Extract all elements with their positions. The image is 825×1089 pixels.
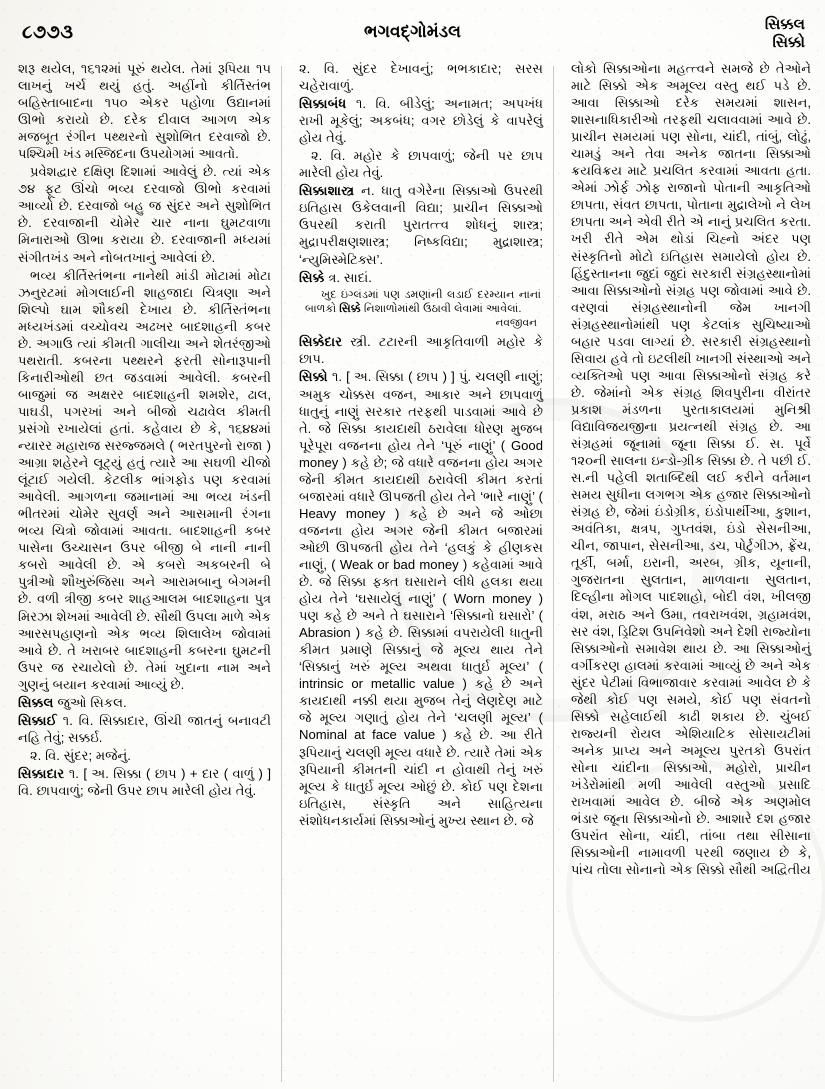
entry-headword: સિક્કાબંધ	[299, 96, 347, 112]
dictionary-entry-sense	[299, 60, 543, 94]
entry-definition: ૨. વિ. સુંદર; મજેનું.	[30, 747, 131, 763]
column-1	[0, 60, 281, 1089]
entry-headword: સિક્કાદાર	[18, 765, 65, 781]
entry-definition: ૨. વિ. સુંદર દેખાવનું; ભભકાદાર; સરસ ચહેરાવાળું.	[299, 61, 543, 94]
dictionary-entry	[18, 712, 271, 746]
paragraph: ભવ્ય કીર્તિસ્તંભના નાનેથી માંડી મોટામાં મોટા ઝનુરટમાં મોગલાઈની શાહજાદા ચિત્રણા અને શિલ્પો ઘામ શૌકથી દેખાય છે. કીર્તિસ્તંભના મધ્યખંડમાં વચ્ચોવચ અઢખર બાદશાહની કબર છે. અગાઉ ત્યાં કીમતી ગાલીચા અને શેતરંજીઓ પથરાતી. કબરના પથ્થરને ફરતી સોનારૂપાની કિનારીઓથી છત જડવામાં આવેલી. કબરની બાજુમાં જ અક્ષરર બાદશાહની શમશેર, ઢાલ, પાઘડી, પગરખાં અને બીજો ચઢાવેલ કીમતી પ્રસંગો રખાયેલાં હતાં. કહેવાય છે કે, ૧૬૪૪માં ન્યારર મહારાજ સરજ્જમલે ( ભરતપુરનો રાજા ) આગ્રા શહેરને લૂટ્યું હતું ત્યારે આ સઘળી ચીજો લૂંટાઈ ગયેલી. કેટલીક ભાંગફોડ પણ કરવામાં આવેલી. આગળના જમાનામાં આ ભવ્ય ખંડની ભીતરમાં ચોમેર સુવર્ણ અને આસમાની રંગના ભવ્ય ચિત્રો જોવામાં આવતા. બાદશાહની કબર પાસેના ઉચ્ચાસન ઉપર બીજી બે નાની નાની કબરો આવેલી છે. એ કબરો અકબરની બે પુત્રીઓ શૌખુરુંજિસા અને આરામબાનુ બેગમની છે. વળી ત્રીજી કબર શાહઆલમ બાદશાહના પુત્ર મિરઝા શેખમાં આવેલી છે. સૌથી ઉપલા માળે એક આરસપહાણનો એક ભવ્ય શિલાલેખ જોવામાં આવે છે. તે ખરાબર બાદશાહની કબરના ઘુમટની ઉપર જ રચાયેલો છે. તેમાં ખુદાના નામ અને ગુણનું બયાન કરવામાં આવ્યું છે.	[18, 267, 271, 692]
paragraph: લોકો સિક્કાઓના મહત્ત્વને સમજે છે તેઓને માટે સિક્કો એક અમૂલ્ય વસ્તુ થઈ પડે છે. આવા સિક્કાઓ દરેક સમયમાં શાસન, શાસનાધિકારીઓ તરફથી ચલાવવામાં આવે છે. પ્રાચીન સમયમાં પણ સોના, ચાંદી, તાંબું, લોઢું, ચામડું અને તેવા અનેક જાતના સિક્કાઓ ક્રયવિક્રય માટે પ્રચલિત કરવામાં આવતા હતા. એમાં ઝોર્ફ ઝોફ રાજાનો પોતાની આકૃતિઓ છાપતા, સંવત છાપતા, પોતાના મુદ્રાલેખો ને લેખ છાપતા અને એવી રીતે એ નાનું પ્રચલિત કરતા. ખરી રીતે એમ થોડાં ચિહ્નો અંદર પણ સંસ્કૃતિનો મોટો ઇતિહાસ સમાયેલો હોય છે. હિંદુસ્તાનના જુદાં જુદાં સરકારી સંગ્રહસ્થાનોમાં આવા સિક્કાઓનો સંગ્રહ પણ જોવામાં આવે છે. વરણવાં સંગ્રહસ્થાનોની જેમ ખાનગી સંગ્રહસ્થાનોમાંથી પણ કેટલાંક સુચિષ્યાઓ બહાર પડવા લાગ્યાં છે. સરકારી સંગ્રહસ્થાનો સિવાય હવે તો ઇટલીથી ખાનગી સંસ્થાઓ અને વ્યક્તિઓ પણ આવા સિક્કાઓનો સંગ્રહ કરે છે. જેમાંનો એક સંગ્રહ શિવપુરીના વીરાંતર પ્રકાશ મંડળના પુરતાકાલયમાં મુનિશ્રી વિદ્યાવિજયજીના પ્રયત્નથી સંગ્રહ છે. આ સંગ્રહમાં જૂનામાં જૂના સિક્કા ઈ. સ. પૂર્વે ૧૨૦ની સાલના ઇન્ડો-ગ્રીક સિક્કા છે. તે પછી ઈ. સ.ની પહેલી શતાબ્દિથી લઈ કરીને વર્તમાન સમય સુધીના લગભગ એક હજાર સિક્કાઓનો સંગ્રહ છે, જેમાં ઇંડોગ્રીક, ઇંડોપાર્થીઆ, કુશાન, અવંતિકા, ક્ષત્રપ, ગુપ્તવંશ, ઇંડો સેસનીઆ, ચીન, જાપાન, સેસનીઆ, ડચ, પોર્ટુગીઝ, ફ્રેંચ, તૂર્કી, બર્મા, ઇરાની, અરબ, ગ્રીક, યૂનાની, ગુજરાતના સુલતાન, માળવાના સુલતાન, દિલ્હીના મોગલ પાદશાહો, બોદી વંશ, ખીલજી વંશ, મરાઠ અને ઉમા, તવરાખવંશ, ગ્રહામવંશ, સર વંશ, ડ્રિટિશ ઉપનિવેશો અને દેશી રાજ્યોના સિક્કાઓનો સમાવેશ થાય છે. આ સિક્કાઓનું વર્ગીકરણ હાલમાં કરવામાં આવ્યું છે અને એક સુંદર પેટીમાં વિભાજાવાર કરવામાં આવેલ છે કે જેથી કોઈ પણ સમયે, કોઈ પણ સંવતનો સિક્કો સહેલાઈથી કાઢી શકાય છે. ચુંબઈ રાજ્યની રોયલ એશિયાટિક સોસાયટીમાં અનેક પ્રાપ્ય અને અમૂલ્ય પુરતકો ઉપરાંત સોના ચાંદીના સિક્કાઓ, મહોરો, પ્રાચીન ખંડેરોમાંથી મળી આવેલી વસ્તુઓ પ્રસાદિ રાખવામાં આવેલ છે. બીજે એક અણમોલ ભંડાર જૂના સિક્કાઓનો છે. આશારે દશ હજાર ઉપરાંત સોના, ચાંદી, તાંબા તથા સીસાના સિક્કાઓની નામાવળી પરથી જણાય છે કે, પાંચ તોલા સોનાનો એક સિક્કો સૌથી અદ્વિતીય	[571, 61, 811, 878]
running-head	[765, 16, 805, 53]
entry-headword: સિક્કેદાર	[299, 334, 343, 350]
entry-definition: ૨. વિ. મહોર કે છાપવાળું; જેની પર છાપ મારેલી હોય તેવું.	[299, 148, 543, 181]
dictionary-entry-sense	[299, 147, 543, 181]
dictionary-entry	[299, 333, 543, 367]
paragraph: પ્રવેશદ્વાર દક્ષિણ દિશામાં આવેલું છે. ત્યાં એક ૭૪ ફૂટ ઊંચો ભવ્ય દરવાજો ઊભો કરવામાં આવ્યો છે. દરવાજો બહુ જ સુંદર અને સુશોભિત છે. દરવાજાની ચોમેર ચાર નાના ઘુમટવાળા મિનારાઓ ઊભા કરાયા છે. દરવાજાની મધ્યમાં સંગીતખંડ અને નોબતખાનું આવેલાં છે.	[18, 164, 271, 265]
running-head-last-entry: સિક્કો	[772, 34, 805, 52]
page-header	[0, 0, 825, 62]
entry-definition: ૧. વિ. સિક્કાદાર, ઊંચી જાતનું બનાવટી નહિ તેવું; સક્કર્ઇ.	[18, 712, 271, 745]
book-title: ભગવદ્ગોમંડલ	[364, 22, 461, 41]
entry-definition: જુઓ સિકલ.	[53, 694, 127, 710]
paragraph: શરૂ થયેલ, ૧૬૧૨માં પૂરું થયેલ. તેમાં રૂપિયા ૧૫ લાખનું ખર્ચ થયું હતું. અહીંનો કીર્તિસ્તંભ બહિસ્તાબાદના ૧૫૦ એકર પહોળા ઉદ્યાનમાં ઊભો કરાયો છે. દરેક દીવાલ આગળ એક મજબૂત રંગીન પથ્થરનો સુશોભિત દરવાજો છે. પશ્ચિમી ખંડ મસ્જિદના ઉપયોગમાં આવતો.	[18, 61, 271, 162]
dictionary-entry-main	[299, 368, 543, 828]
page-number: ૮૭૭૩	[22, 22, 74, 43]
quote-text-before: ખુદ ઇંગ્લંડમાં પણ ડમણાંની લડાઈ દરમ્યાન નાનાં બાળકો	[305, 288, 541, 316]
entry-headword: સિક્કાઈ	[18, 712, 58, 728]
column-2	[281, 60, 553, 1089]
entry-headword: સિક્કાશાસ્ત્ર	[299, 183, 355, 199]
dictionary-entry	[18, 694, 271, 711]
quote-keyword: સિક્કે	[339, 303, 361, 316]
illustrative-quotation	[299, 288, 543, 331]
entry-definition: ત્ર. સાદાં.	[324, 269, 372, 285]
quote-text-after: નિશાળોમાંથી ઉઠાવી લેવામાં આવેલાં.	[360, 303, 522, 316]
entry-definition: ૧. [ અ. સિક્કા ( છાપ ) ] પું. ચલણી નાણું; અમુક ચોક્કસ વજન, આકાર અને છાપવાળું ધાતુનું નાણું સરકાર તરફથી પાડવામાં આવે છે તે. જે સિક્કા કાયદાથી ઠરાવેલા ધોરણ મુજબ પૂરેપૂરા વજનના હોય તેને ‘પૂરું નાણું’ ( Good money ) કહે છે; જે વધારે વજનના હોય અગર જેની કીમત કાયદાથી ઠરાવેલી કીમત કરતાં બજારમાં વધારે ઊપજતી હોય તેને ‘ભારે નાણું’ ( Heavy money ) કહે છે અને જે ઓછા વજનના હોય અગર જેની કીમત બજારમાં ઓછી ઊપજતી હોય તેને ‘હલકું કે હીણકસ નાણું, ( Weak or bad money ) કહેવામાં આવે છે. જે સિક્કા ફક્ત ઘસારાને લીધે હલકા થયા હોય તેને ‘ઘસાયેલું નાણું’ ( Worn money ) પણ કહે છે અને તે ઘસારાને ‘સિક્કાનો ઘસારો’ ( Abrasion ) કહે છે. સિક્કામાં વપરાયેલી ધાતુની કીમત પ્રમાણે સિક્કાનું જે મૂલ્ય થાય તેને ‘સિક્કાનું ખરું મૂલ્ય અથવા ધાતુર્ઇ મૂલ્ય’ ( intrinsic or metallic value ) કહે છે અને કાયદાથી નક્કી થયા મુજબ તેનું લેણદેણ માટે જે મૂલ્ય ગણાતું હોય તેને ‘ચલણી મૂલ્ય’ ( Nominal at face value ) કહે છે. આ રીતે રૂપિયાનું ચલણી મૂલ્ય વધારે છે. ત્યારે તેમાં એક રૂપિયાની કીમતની ચાંદી ન હોવાથી તેનું ખરું મૂલ્ય કે ધાતુર્ઇ મૂલ્ય ઓછું છે. કોઈ પણ દેશના ઇતિહાસ, સંસ્કૃતિ અને સાહિત્યના સંશોધનકાર્યમાં સિક્કાઓનું મુખ્ય સ્થાન છે. જે	[299, 369, 543, 828]
entry-headword: સિક્કે	[299, 269, 325, 285]
entry-headword: સિક્કલ	[18, 694, 54, 710]
entry-definition: સ્ત્રી. ટટારની આકૃતિવાળી મહોર કે છાપ.	[299, 334, 543, 367]
dictionary-entry-sense	[18, 747, 271, 764]
entry-definition: ન. ધાતુ વગેરેના સિક્કાઓ ઉપરથી ઇતિહાસ ઉકેલવાની વિદ્યા; પ્રાચીન સિક્કાઓ ઉપરથી કરાતી પુરાતત્ત્વ શોધનું શાસ્ત્ર; મુદ્રાપરીક્ષણશાસ્ત્ર; નિષ્કવિદ્યા; મુદ્રાશાસ્ત્ર; ‘ન્યુમિસ્મેટિક્સ’.	[299, 183, 543, 267]
quote-citation: નવજીવન	[495, 316, 537, 329]
entry-definition: ૧. વિ. બીડેલું; અનામત; અપખંધ રાખી મૂકેલું; અકબંધ; વગર છોડેલું કે વાપરેલું હોય તેવું.	[299, 96, 543, 146]
dictionary-entry	[299, 269, 543, 286]
entry-headword: સિક્કો	[299, 369, 328, 385]
dictionary-entry	[18, 765, 271, 799]
three-column-body	[0, 60, 825, 1089]
dictionary-entry	[299, 182, 543, 267]
dictionary-entry	[299, 95, 543, 146]
column-3	[553, 60, 825, 1089]
entry-definition: ૧. [ અ. સિક્કા ( છાપ ) + દાર ( વાળું ) ] વિ. છાપવાળું; જેની ઉપર છાપ મારેલી હોય તેવું.	[18, 765, 271, 798]
running-head-first-entry: સિક્કલ	[764, 16, 805, 33]
